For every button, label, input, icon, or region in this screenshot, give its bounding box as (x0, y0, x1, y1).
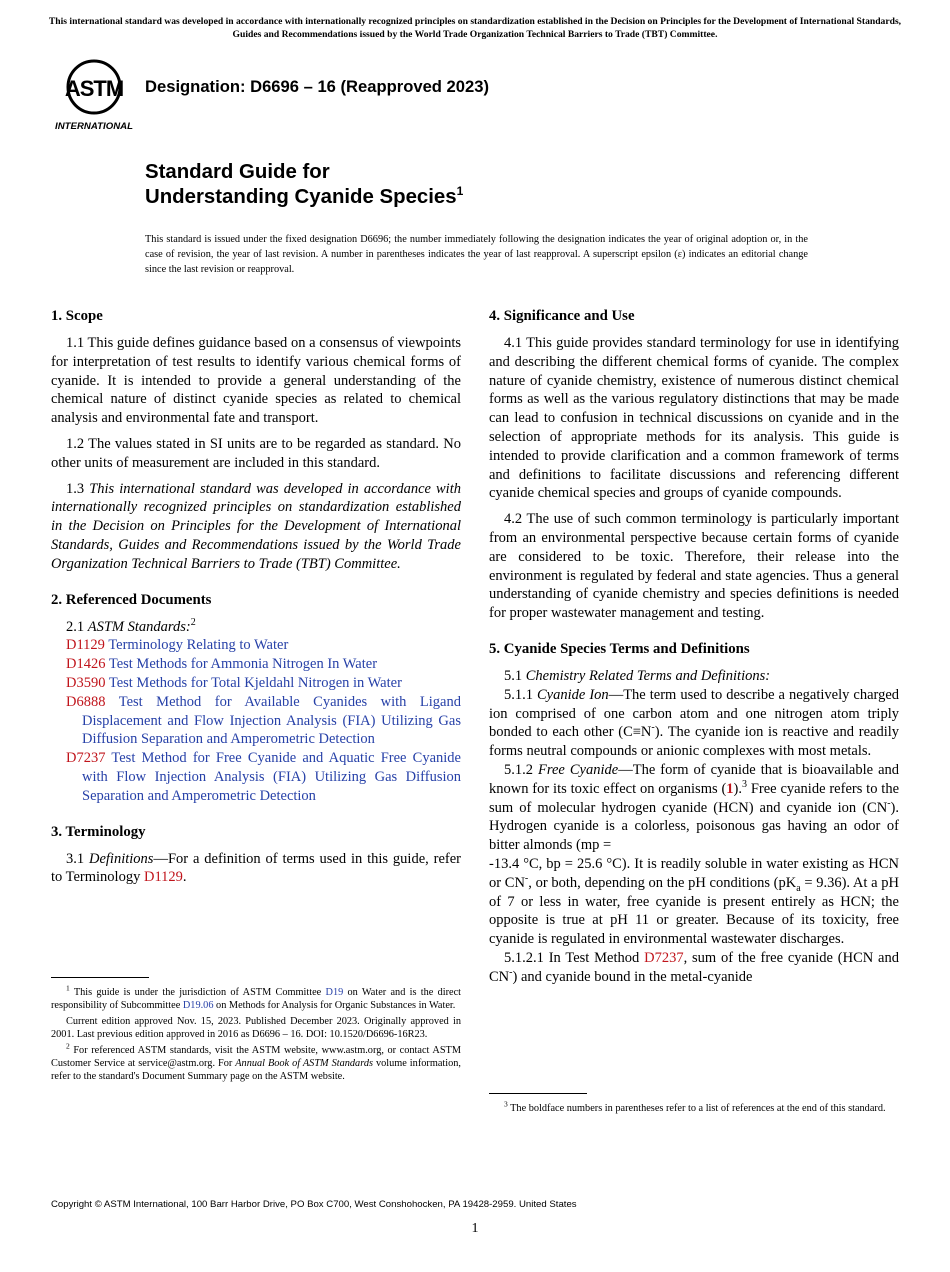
title-line-2: Understanding Cyanide Species (145, 186, 457, 208)
significance-para-2: 4.2 The use of such common terminology is particularly important from an environmental perspective because certain forms of cyanide are considered to be toxic. Therefore, their release into the environment is regulated by federal and state agencies. Thus a general understanding of cyanide chemistry and species definitions is needed for proper wastewater management and testing. (489, 511, 899, 622)
significance-para-1: 4.1 This guide provides standard terminology for use in identifying and describing the different chemical forms of cyanide. The complex nature of cyanide chemistry, existence of numerous distinct chemical forms as well as the various regulatory distinctions that may be made can lead to confusion in technical discussions on cyanide and in the selection of appropriate methods for its analysis. This guide is intended to provide clarification and a common framework of terms and definitions to facilitate discussions and referencing different cyanide chemical species and groups of cyanide compounds. (489, 335, 899, 502)
reference-code-link[interactable]: D7237 (66, 750, 106, 767)
d7237-link[interactable]: D7237 (644, 949, 684, 966)
tbt-notice: This international standard was developed in accordance with internationally recognized principles on standardization established in the Decision on Principles for the Development of International Standards, Guides and Recommendations issued by the World Trade Organization Technical Barriers to Trade (TBT) Committee. (48, 16, 902, 40)
reference-list (51, 636, 461, 805)
reference-item[interactable] (51, 693, 461, 749)
title-footnote-mark: 1 (456, 184, 464, 199)
species-heading: 5. Cyanide Species Terms and Definitions (489, 640, 750, 657)
terminology-para: 3.1 Definitions—For a definition of terms used in this guide, refer to Terminology D1129. (51, 850, 461, 886)
reference-title-link[interactable]: Test Method for Available Cyanides with Ligand Displacement and Flow Injection Analysis (FIA) Utilizing Gas Diffusion Separation and Amperometric Detection (82, 693, 461, 748)
footnote-1: $^1$ This guide is under the jurisdiction of ASTM Committee D19 on Water and is the direct responsibility of Subcommittee D19.06 on Methods for Analysis for Organic Substances in Water. (51, 983, 462, 1012)
right-column (489, 306, 899, 987)
species-5-1-2-1: 5.1.2.1 In Test Method D7237, sum of the free cyanide (HCN and CN-) and cyanide bound in the metal-cyanide (489, 949, 899, 985)
species-5-1-1: 5.1.1 Cyanide Ion—The term used to describe a negatively charged ion comprised of one carbon atom and one nitrogen atom triply bonded to each other (C≡N-). The cyanide ion is reactive and readily forms neutral compounds or anionic complexes with most metals. (489, 686, 900, 760)
left-column (51, 306, 461, 887)
terminology-heading: 3. Terminology (51, 823, 146, 840)
footnote-2: $^2$ For referenced ASTM standards, visit the ASTM website, www.astm.org, or contact ASTM Customer Service at service@astm.org. For Annual Book of ASTM Standards volume information, refer to the standard's Document Summary page on the ASTM website. (51, 1041, 461, 1083)
reference-code-link[interactable]: D1426 (66, 656, 106, 673)
committee-link[interactable]: D19 (325, 987, 344, 998)
referenced-documents-heading: 2. Referenced Documents (51, 591, 212, 608)
document-title (145, 160, 463, 210)
scope-para-1: 1.1 This guide defines guidance based on a consensus of viewpoints for interpretation of test results to identify various chemical forms of cyanide. It is intended to provide a general understanding of the chemical nature of distinct cyanide species as related to chemical analysis and environmental fate and transport. (51, 335, 461, 427)
reference-title-link[interactable]: Test Method for Free Cyanide and Aquatic Free Cyanide with Flow Injection Analysis (FIA) Utilizing Gas Diffusion Separation and Amperometric Detection (82, 750, 461, 804)
species-5-1-2: 5.1.2 Free Cyanide—The form of cyanide that is bioavailable and known for its toxic effect on organisms (1).$^3$ Free cyanide refers to the sum of molecular hydrogen cyanide (HCN) and cyanide ion (CN-). Hydrogen cyanide is a colorless, poisonous gas having an odor of bitter almonds (mp = (489, 761, 900, 854)
reference-code-link[interactable]: D6888 (66, 693, 106, 710)
svg-text:INTERNATIONAL: INTERNATIONAL (55, 121, 133, 132)
significance-heading: 4. Significance and Use (489, 308, 635, 324)
reference-item[interactable] (51, 674, 461, 693)
reference-item[interactable] (51, 655, 461, 674)
reference-item[interactable] (51, 636, 461, 655)
page-number: 1 (471, 1221, 479, 1236)
subcommittee-link[interactable]: D19.06 (182, 1000, 214, 1012)
reference-1-link[interactable]: 1 (726, 780, 734, 797)
terminology-link[interactable]: D1129 (143, 869, 183, 886)
scope-heading: 1. Scope (51, 308, 103, 324)
issue-note: This standard is issued under the fixed designation D6696; the number immediately following the designation indicates the year of original adoption or, in the case of revision, the year of last revision. A number in parentheses indicates the year of last reapproval. A superscript epsilon (ε) indicates an editorial change since the last revision or reapproval. (145, 234, 808, 275)
species-5-1: 5.1 Chemistry Related Terms and Definitions: (504, 667, 771, 684)
scope-para-3: 1.3 This international standard was developed in accordance with internationally recognized principles on standardization established in the Decision on Principles for the Development of International Standards, Guides and Recommendations issued by the World Trade Organization Technical Barriers to Trade (TBT) Committee. (51, 480, 461, 572)
right-footnotes (489, 1093, 899, 1117)
reference-title-link[interactable]: Terminology Relating to Water (108, 637, 289, 654)
astm-standards-label: 2.1 ASTM Standards:$^2$ (66, 616, 196, 635)
reference-title-link[interactable]: Test Methods for Ammonia Nitrogen In Water (108, 656, 378, 673)
title-line-1: Standard Guide for (145, 161, 330, 183)
svg-text:ASTM: ASTM (64, 76, 124, 101)
scope-para-2: 1.2 The values stated in SI units are to be regarded as standard. No other units of measurement are included in this standard. (51, 435, 461, 471)
species-5-1-2-cont: -13.4 °C, bp = 25.6 °C). It is readily soluble in water existing as HCN or CN-, or both, depending on the pH conditions $(pK_a = 9.36)$. At a pH of 7 or less in water, free cyanide is present entirely as HCN; the opposite is true at pH 11 or greater. Because of its toxicity, free cyanide is regulated in environmental wastewater discharges. (489, 855, 899, 948)
footnote-divider (51, 977, 149, 978)
astm-logo (52, 58, 136, 132)
designation: Designation: D6696 – 16 (Reapproved 2023) (145, 77, 489, 96)
reference-code-link[interactable]: D1129 (66, 637, 105, 654)
reference-title-link[interactable]: Test Methods for Total Kjeldahl Nitrogen in Water (108, 674, 402, 691)
copyright-footer: Copyright © ASTM International, 100 Barr Harbor Drive, PO Box C700, West Conshohocken, PA 19428-2959. United States (51, 1199, 577, 1210)
footnote-edition: Current edition approved Nov. 15, 2023. Published December 2023. Originally approved in 2001. Last previous edition approved in 2016 as D6696 – 16. DOI: 10.1520/D6696-16R23. (51, 1015, 461, 1041)
footnote-divider (489, 1093, 587, 1094)
footnote-3: $^3$ The boldface numbers in parentheses refer to a list of references at the end of this standard. (504, 1099, 886, 1114)
reference-code-link[interactable]: D3590 (66, 674, 106, 691)
left-footnotes (51, 977, 461, 1086)
reference-item[interactable] (51, 749, 461, 805)
